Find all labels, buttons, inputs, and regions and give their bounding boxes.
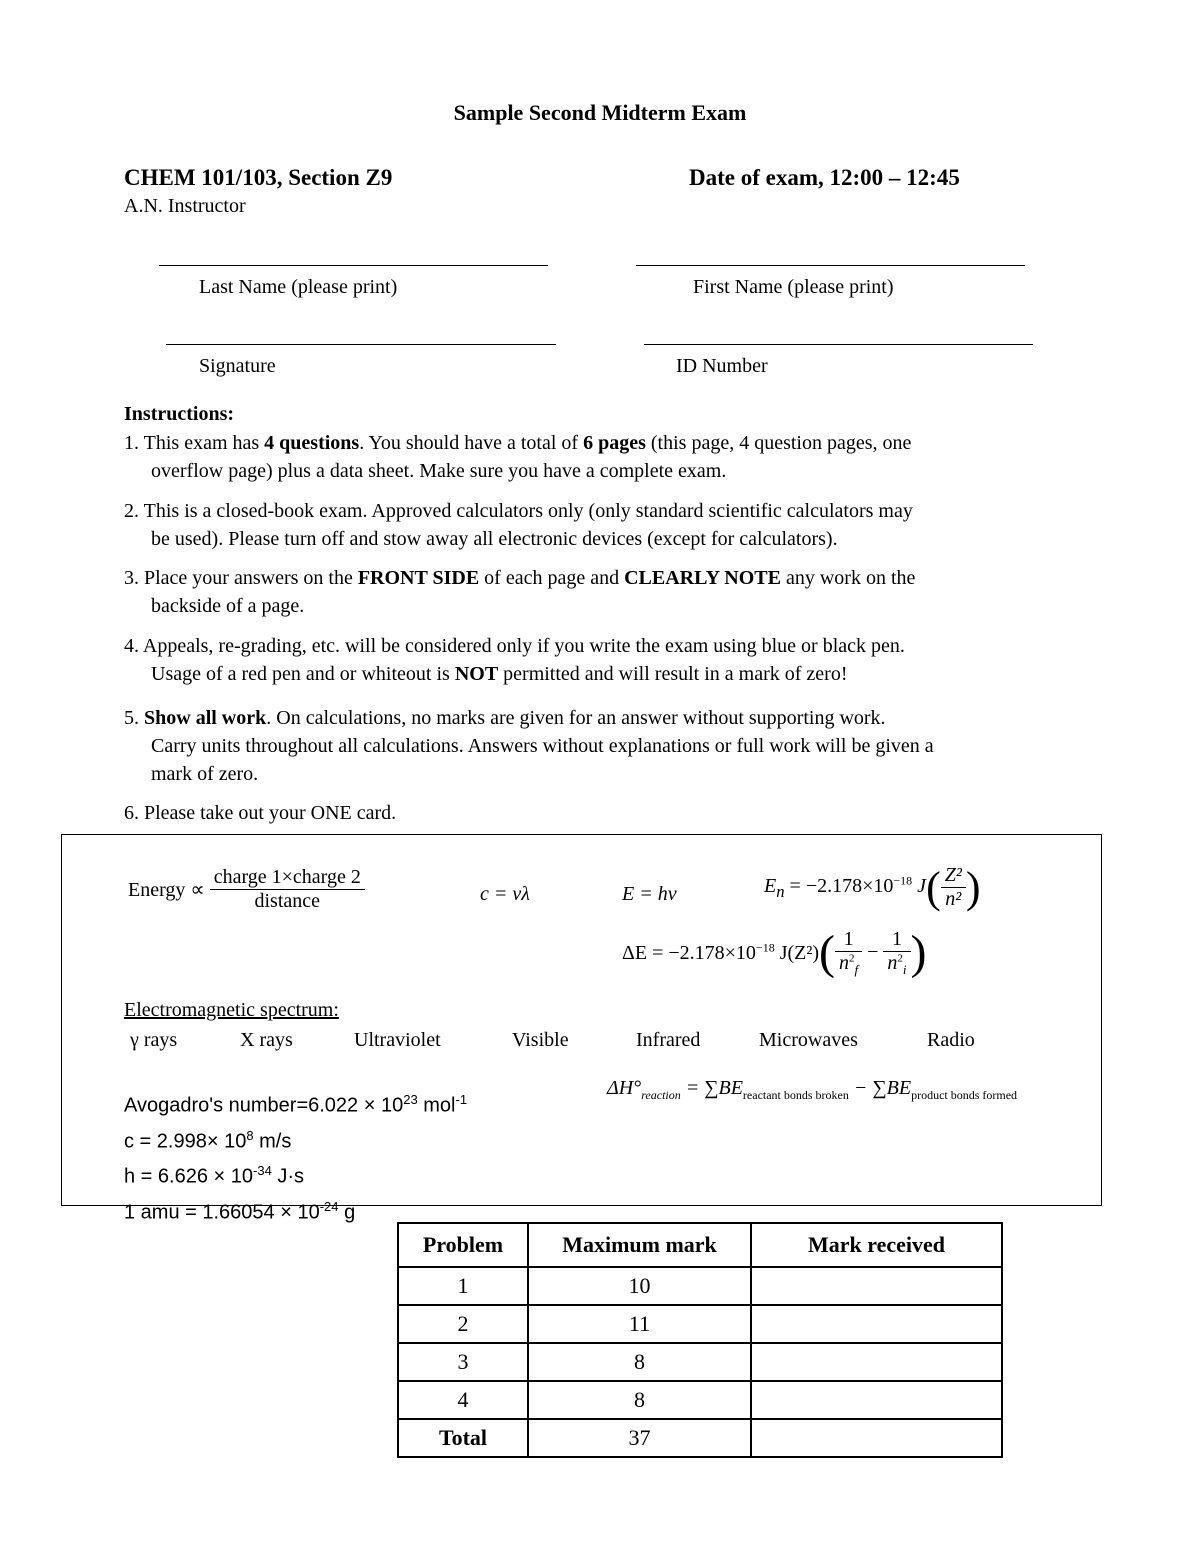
- id-number-line[interactable]: [644, 344, 1033, 345]
- spectrum-xray: X rays: [240, 1029, 293, 1051]
- instruction-1: 1. This exam has 4 questions. You should have a total of 6 pages (this page, 4 question pages, one overflow page) plus a data sheet. Make sure you have a complete exam.: [124, 432, 912, 482]
- problem-cell: 4: [398, 1381, 528, 1419]
- table-row: [398, 1305, 1002, 1343]
- instruction-3: 3. Place your answers on the FRONT SIDE of each page and CLEARLY NOTE any work on the backside of a page.: [124, 567, 916, 617]
- max-mark-cell: 8: [528, 1381, 751, 1419]
- table-row: [398, 1343, 1002, 1381]
- amu-constant: 1 amu = $1.66054 \times 10^{-24}$ g: [124, 1198, 356, 1224]
- problem-cell: 2: [398, 1305, 528, 1343]
- spectrum-gamma: γ rays: [130, 1029, 178, 1051]
- last-name-label: Last Name (please print): [199, 276, 398, 298]
- problem-cell: 1: [398, 1267, 528, 1305]
- table-total-row: [398, 1419, 1002, 1457]
- exam-date: Date of exam, 12:00 – 12:45: [689, 165, 960, 190]
- spectrum-microwaves: Microwaves: [759, 1029, 858, 1051]
- table-header-row: [398, 1223, 1002, 1267]
- total-label-cell: Total: [398, 1419, 528, 1457]
- enthalpy-equation: $\Delta H^\circ_{reaction} = \sum BE_{reactant bonds broken} - \sum BE_{product bonds formed}$: [607, 1077, 1018, 1102]
- first-name-line[interactable]: [636, 265, 1025, 266]
- first-name-label: First Name (please print): [693, 276, 894, 298]
- energy-change-equation: $\Delta E = -2.178\times 10^{-18}$ J(Z²)( $\frac{1}{n^2_f}$ − $\frac{1}{n^2_i}$ ): [622, 926, 927, 979]
- marks-table: [397, 1222, 1003, 1458]
- constants-list: [124, 1085, 467, 1228]
- spectrum-ultraviolet: Ultraviolet: [354, 1029, 441, 1051]
- max-mark-cell: 11: [528, 1305, 751, 1343]
- id-number-label: ID Number: [676, 355, 768, 377]
- planck-constant: $h = 6.626 \times 10^{-34}$ J·s: [124, 1163, 305, 1188]
- course-title: CHEM 101/103, Section Z9: [124, 165, 393, 190]
- instructions-heading: Instructions:: [124, 403, 235, 425]
- spectrum-infrared: Infrared: [636, 1029, 701, 1051]
- instruction-4: 4. Appeals, re-grading, etc. will be considered only if you write the exam using blue or black pen. Usage of a red pen and or whiteout is NOT permitted and will result in a mark of zero!: [124, 635, 905, 685]
- energy-equation: Energy ∝ $\frac{\text{charge 1×charge 2}}{\text{distance}}$: [128, 866, 365, 913]
- total-max-cell: 37: [528, 1419, 751, 1457]
- speed-of-light-equation: c = νλ: [480, 883, 530, 905]
- header-mark-received: Mark received: [751, 1223, 1002, 1267]
- problem-cell: 3: [398, 1343, 528, 1381]
- signature-label: Signature: [199, 355, 276, 377]
- max-mark-cell: 10: [528, 1267, 751, 1305]
- mark-received-cell[interactable]: [751, 1305, 1002, 1343]
- instruction-6: 6. Please take out your ONE card.: [124, 802, 397, 824]
- spectrum-label: Electromagnetic spectrum:: [124, 999, 339, 1021]
- table-row: [398, 1267, 1002, 1305]
- spectrum-visible: Visible: [512, 1029, 569, 1051]
- table-row: [398, 1381, 1002, 1419]
- instructor-name: A.N. Instructor: [124, 195, 246, 217]
- total-received-cell[interactable]: [751, 1419, 1002, 1457]
- photon-energy-equation: E = hν: [622, 883, 677, 905]
- last-name-line[interactable]: [159, 265, 548, 266]
- speed-of-light-constant: $c = 2.998\times 10^8$ m/s: [124, 1127, 292, 1153]
- mark-received-cell[interactable]: [751, 1343, 1002, 1381]
- signature-line[interactable]: [166, 344, 556, 345]
- instruction-5: 5. Show all work. On calculations, no marks are given for an answer without supporting work. Carry units throughout all calculations. Answers without explanations or full work will be given a mark of zero.: [124, 707, 934, 785]
- avogadro-constant: Avogadro's number=6.022 × $10^{23}$ mol$^{-1}$: [124, 1092, 468, 1117]
- page-title: Sample Second Midterm Exam: [453, 100, 747, 125]
- mark-received-cell[interactable]: [751, 1267, 1002, 1305]
- mark-received-cell[interactable]: [751, 1381, 1002, 1419]
- max-mark-cell: 8: [528, 1343, 751, 1381]
- header-max-mark: Maximum mark: [528, 1223, 751, 1267]
- spectrum-radio: Radio: [927, 1029, 975, 1051]
- header-problem: Problem: [398, 1223, 528, 1267]
- energy-level-equation: $E_n = -2.178\times 10^{-18}$ J( $\frac{\text{Z²}}{\text{n²}}$ ): [764, 863, 981, 912]
- instruction-2: 2. This is a closed-book exam. Approved calculators only (only standard scientific calculators may be used). Please turn off and stow away all electronic devices (except for calculators).: [124, 500, 913, 550]
